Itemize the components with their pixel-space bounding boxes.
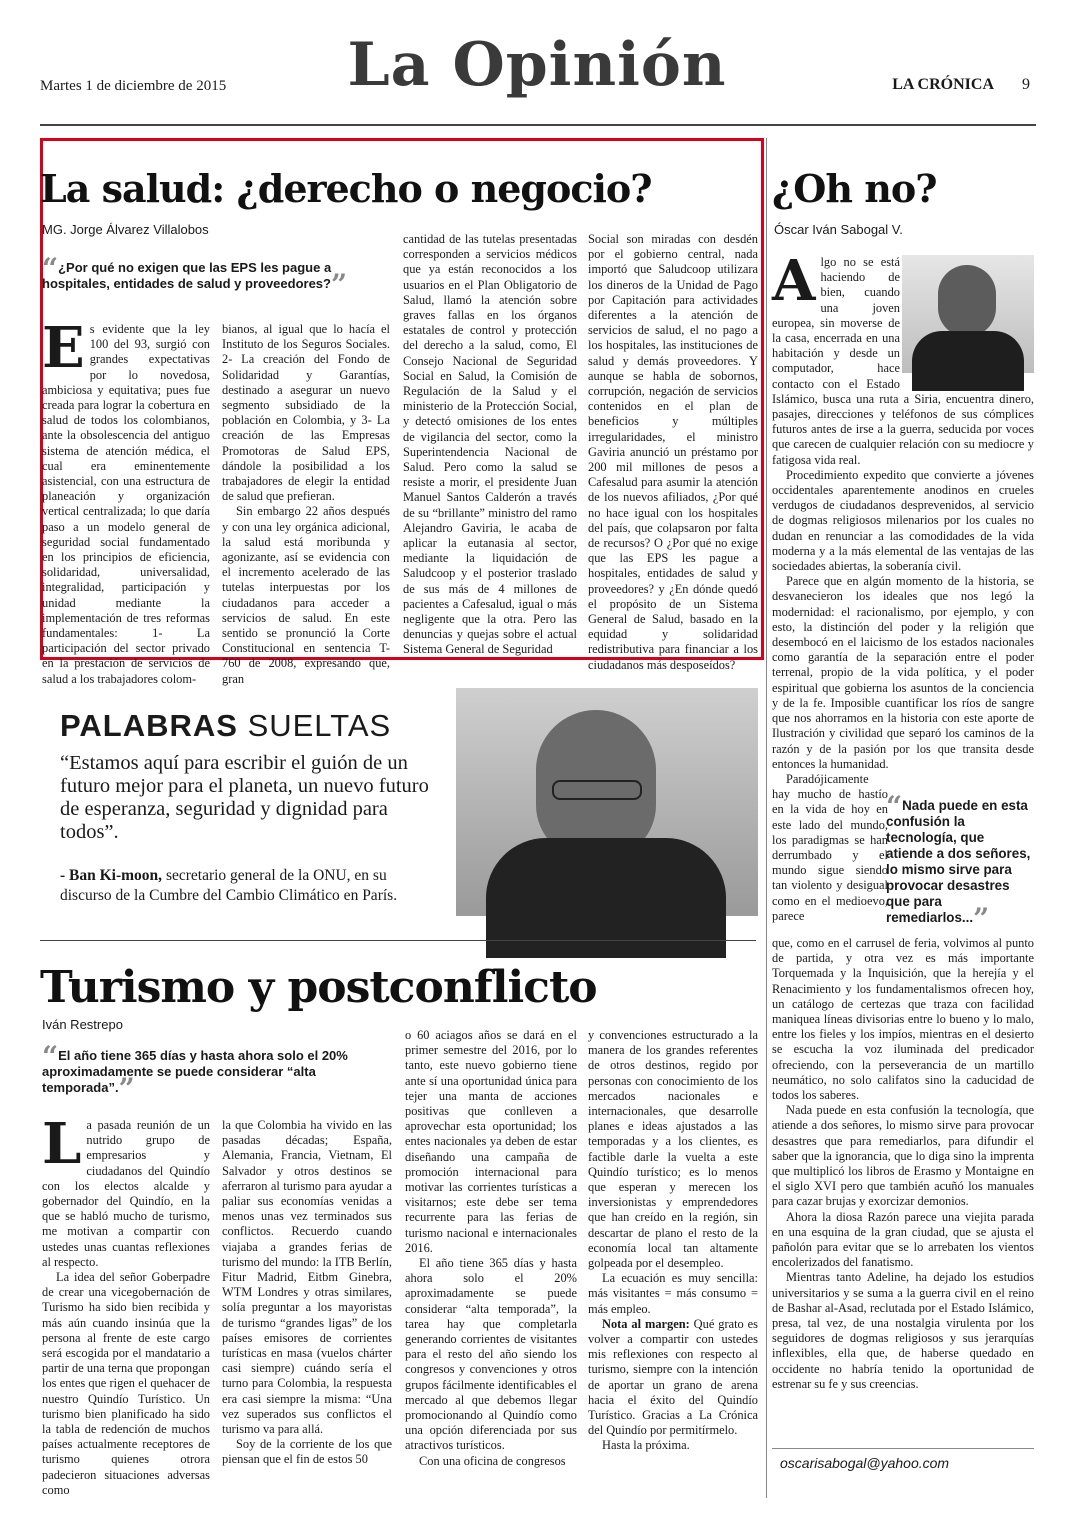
article2-column-4 <box>588 1028 758 1498</box>
masthead-section: LA CRÓNICA <box>892 76 994 93</box>
masthead-title: La Opinión <box>347 30 727 100</box>
article2-byline: Iván Restrepo <box>42 1017 123 1032</box>
sidebar-paragraph: Paradójicamente hay mucho de hastío en la vida de hoy en este lado del mundo, los paradigmas se han derrumbado y el mundo sigue siendo tan violento y desigual como en el medioevo, parece <box>772 771 888 923</box>
palabras-attribution-text: secretario general de la ONU, en su discurso de la Cumbre del Cambio Climático en París. <box>60 867 398 904</box>
sidebar-paragraph: Mientras tanto Adeline, ha dejado los estudios universitarios y se suma a la guerra civil en el reino de Bashar al-Asad, reclutada por el Estado Islámico, presa, tal vez, de una nostalgia virulenta por los seguidores de dogmas religiosos y sus jerarquías inflexibles, ella que, de haberse quedado en occidente no habría tenido la oportunidad de estrenar su fe y sus creencias. <box>772 1270 1034 1391</box>
sidebar-intro: lgo no se está haciendo de bien, cuando una joven europea, sin moverse de la casa, encerrada en una habitación y desde un computador, hace contacto con el Estado Islámico, busca una ruta a Siria, encuentra dinero, pasajes, direcciones y teléfonos de sus cómplices futuros antes de irse a la guerra, seducida por voces que carecen de cualquier relación con su mediocre y fatigosa vida real. <box>772 255 1034 467</box>
article2-col3-paragraph: El año tiene 365 días y hasta ahora solo el 20% aproximadamente se puede considerar “alta temporada”, la tarea hay que completarla generando corrientes de visitantes para el resto del año siendo los congresos y convenciones y otros grupos fácilmente identificables el mercado al que debemos llegar promocionando al Quindío como una opción diferenciada por sus atractivos turísticos. <box>405 1256 577 1453</box>
sidebar-headline: ¿Oh no? <box>772 166 937 211</box>
article1-pullquote <box>42 252 392 301</box>
article1-column-3 <box>403 232 577 656</box>
sidebar-pullquote <box>886 790 1032 935</box>
sidebar-byline: Óscar Iván Sabogal V. <box>774 222 903 237</box>
sidebar-paragraph: Parece que en algún momento de la historia, se desvanecieron los ideales que nos legó la modernidad: el racionalismo, por ejemplo, y con esto, la distinción del poder y la religión que desembocó en el laicismo de los estados nacionales como garantía de la separación entre el poder terrenal, propio de la vida política, y el poder espiritual que gobierna los asuntos de la conciencia y de la fe. Imposible cuantificar los ríos de sangre que nos ahorramos en la historia con este aporte de Ilustración y civilidad que separó los caminos de la razón y de la pasión por los que transita desde entonces la humanidad. <box>772 574 1034 771</box>
article1-pullquote-text: ¿Por qué no exigen que las EPS les pague a hospitales, entidades de salud y proveedores? <box>42 260 332 291</box>
article1-byline: MG. Jorge Álvarez Villalobos <box>42 222 209 237</box>
close-quote-icon: ” <box>118 1072 135 1105</box>
sidebar-dropcap-text: A <box>772 248 816 314</box>
close-quote-icon: ” <box>330 268 348 301</box>
article1-col1-text: s evidente que la ley 100 del 93, surgió con grandes expectativas por lo novedosa, ambiciosa y equitativa; pues fue creada para lograr la cobertura en salud de todos los colombianos, ante la obsolescencia del antiguo sistema de atención médica, el cual era eminentemente asistencial, con una estructura de planeación y organización vertical centralizada; lo que daría paso a un modelo general de seguridad social fundamentado en los principios de eficiencia, solidaridad, universalidad, integralidad, participación y unidad mediante la implementación de tres reformas fundamentales: 1- La participación del sector privado en la prestación de servicios de salud a los trabajadores colom- <box>42 322 210 686</box>
article2-col1-paragraph: La idea del señor Goberpadre de crear una vicegobernación de Turismo ha sido bien recibida y más aún cuando insinúa que la persona al frente de este cargo será escogida por el mandatario a partir de una terna que propongan los entes que rigen el quehacer de nuestro Quindío Turístico. Un turismo bien planificado ha sido la tabla de redención de muchos países actualmente receptores de turismo quienes otrora padecieron situaciones adversas como <box>42 1270 210 1497</box>
article1-col3-paragraph: cantidad de las tutelas presentadas corresponden a servicios médicos que ya están reconocidos a los usuarios en el Plan Obligatorio de Salud, llamó la atención sobre graves fallas en los órganos estatales de control y protección del derecho a la salud, como, El Consejo Nacional de Seguridad Social en Salud, la Comisión de Regulación de la Salud y el ministerio de la Protección Social, y detectó omisiones de los entes de vigilancia del sector, como la Superintendencia Nacional de Salud. Pero como la salud se resiste a morir, el presidente Juan Manuel Santos Calderón a través de su “brillante” ministro del ramo Alejandro Gaviria, le acaba de aplicar la eutanasia al sector, mediante la liquidación de Saludcoop y el posterior traslado de sus más de 4 millones de pacientes a Cafesalud, igual o más negligente que la otra. Pero las denuncias y quejas sobre el actual Sistema General de Seguridad <box>403 232 577 657</box>
palabras-title-bold: PALABRAS <box>60 708 238 743</box>
sidebar-paragraph: Ahora la diosa Razón parece una viejita parada en una esquina de la gran ciudad, que se ajusta el pañolón para evitar que se lo arrebaten los vientos encolerizados del fanatismo. <box>772 1209 1034 1270</box>
masthead-rule <box>40 124 1036 126</box>
article2-col4-paragraph <box>588 1317 758 1439</box>
article1-col4-paragraph: Social son miradas con desdén por el gobierno central, nada importó que Saludcoop utilizara los dineros de la Unidad de Pago por Capitación para actividades diferentes a la atención de servicios de salud, el no pago a los hospitales, las instituciones de salud y demás proveedores. Y aunque se habla de sobornos, corrupción, negación de servicios contenidos en el plan de beneficios y múltiples irregularidades, el ministro Gaviria anunció un préstamo por 200 mil millones de pesos a Cafesalud para asumir la atención de los nuevos afiliados, ¿Por qué no hace igual con los hospitales del país, que colapsaron por falta de recursos? O ¿Por qué no exige que las EPS les pague a hospitales, entidades de salud y proveedores? y ¿En dónde quedó el propósito de un Sistema General de Salud, basado en la equidad y solidaridad redistributiva para financiar a los ciudadanos más desposeídos? <box>588 232 758 672</box>
article1-column-4 <box>588 232 758 672</box>
sidebar-paragraph: Nada puede en esta confusión la tecnología, que atiende a dos señores, lo mismo sirve para provocar desastres que para remediarlos, para difundir el saber que la ignorancia, que lo diga sino la imprenta que multiplicó los libros de Erasmo y Montaigne en el siglo XVI pero que también acuñó los manuales para cazar brujas y exorcizar demonios. <box>772 1103 1034 1209</box>
palabras-title-light: SUELTAS <box>247 708 392 743</box>
ban-ki-moon-photo <box>456 688 758 916</box>
article2-col1-text: a pasada reunión de un nutrido grupo de empresarios y ciudadanos del Quindío con los electos alcalde y gobernador del Quindío, en la que se habló mucho de turismo, me motivan a compartir con ustedes unas cuantas reflexiones al respecto. <box>42 1118 210 1269</box>
article2-col4-paragraph: y convenciones estructurado a la manera de los grandes referentes de otros destinos, regido por personas con conocimiento de los mercados nacionales e internacionales, que desarrolle planes e ideas ajustados a las temporadas y a los clientes, es factible darle la vuelta a este Quindío turístico; es lo menos que esperan y merecen los inversionistas y emprendedores que han creído en la región, sin descartar de plano el resto de la economía local tan altamente golpeada por el desempleo. <box>588 1028 758 1271</box>
open-quote-icon: “ <box>886 790 903 823</box>
article2-column-1 <box>42 1111 210 1498</box>
article1-col2-paragraph: Sin embargo 22 años después y con una ley orgánica adicional, la salud está moribunda y agonizante, así se evidencia con el incremento acelerado de las tutelas interpuestas por los ciudadanos para acceder a servicios de salud. En este sentido se pronunció la Corte Constitucional en sentencia T-760 de 2008, expresando que, gran <box>222 504 390 686</box>
article1-headline: La salud: ¿derecho o negocio? <box>40 166 652 211</box>
masthead-date: Martes 1 de diciembre de 2015 <box>40 78 227 94</box>
palabras-quote: “Estamos aquí para escribir el guión de un futuro mejor para el planeta, un nuevo futuro de esperanza, seguridad y dignidad para todos”. <box>60 752 429 843</box>
page-number: 9 <box>1022 76 1030 93</box>
article2-headline: Turismo y postconflicto <box>40 962 597 1013</box>
open-quote-icon: “ <box>42 252 59 285</box>
nota-al-margen-text: Qué grato es volver a compartir con ustedes mis reflexiones con respecto al turismo, siempre con la intención de aportar un grano de arena hacia el éxito del Quindío Turístico. Gracias a La Crónica del Quindío por permitírmelo. <box>588 1316 759 1438</box>
article2-col3-paragraph: Con una oficina de congresos <box>419 1453 566 1468</box>
article1-dropcap: E <box>42 315 85 381</box>
article1-column-1 <box>42 315 210 686</box>
sidebar-pullquote-text: Nada puede en esta confusión la tecnología, que atiende a dos señores, lo mismo sirve para provocar desastres que para remediarlos... <box>886 798 1031 925</box>
article1-col2-paragraph: bianos, al igual que lo hacía el Instituto de los Seguros Sociales. 2- La creación del Fondo de Solidaridad y Garantías, destinado a asegurar un nuevo segmento subsidiado de la población en Colombia, y 3- La creación de las Empresas Promotoras de Salud EPS, dándole la posibilidad a los trabajadores de elegir la entidad de salud que prefieran. <box>222 322 390 504</box>
article2-col2-paragraph: la que Colombia ha vivido en las pasadas décadas; España, Alemania, Francia, Vietnam, El Salvador y otros destinos se aferraron al turismo para ayudar a paliar sus economías venidas a menos unas vez terminados sus conflictos. Recuerdo cuando viajaba a grandes ferias de turismo del mundo: la ITB Berlín, Fitur Madrid, Eitbm Ginebra, WTM Londres y otras similares, solía preguntar a los mayoristas de turismo “grandes ligas” de los países emisores de corrientes turísticas en masa (vuelos chárter casi siempre) cuándo sería el turno para Colombia, la respuesta era casi siempre la misma: “Una vez superados sus conflictos el turismo va para allá. <box>222 1118 392 1437</box>
article2-column-3 <box>405 1028 577 1498</box>
article2-col2-paragraph: Soy de la corriente de los que piensan que el fin de estos 50 <box>222 1437 392 1467</box>
article2-pullquote-text: El año tiene 365 días y hasta ahora solo el 20% aproximadamente se puede considerar “alta temporada”. <box>42 1048 348 1095</box>
section-divider <box>40 940 756 941</box>
nota-al-margen-label: Nota al margen: <box>602 1316 690 1331</box>
article2-col4-paragraph: La ecuación es muy sencilla: más visitantes = más consumo = más empleo. <box>588 1271 758 1316</box>
sidebar-paragraph: Procedimiento expedito que convierte a jóvenes occidentales aparentemente anodinos en crueles verdugos de ciudadanos desprevenidos, al servicio de dogmas religiosos milenarios por los cuales no dudan en renunciar a las comodidades de la vida moderna y a la más elemental de las ventajas de las sociedades abiertas, la soberanía civil. <box>772 467 1034 574</box>
author-email: oscarisabogal@yahoo.com <box>780 1455 950 1471</box>
palabras-attribution <box>60 866 440 906</box>
article1-column-2 <box>222 322 390 686</box>
sidebar-divider <box>766 138 767 1498</box>
open-quote-icon: “ <box>42 1040 59 1073</box>
article2-column-2 <box>222 1118 392 1498</box>
palabras-sueltas-title <box>60 708 391 744</box>
email-rule <box>772 1448 1034 1449</box>
close-quote-icon: ” <box>973 902 990 935</box>
article2-col3-paragraph: o 60 aciagos años se dará en el primer semestre del 2016, por lo tanto, este nuevo gobierno tiene ante sí una oportunidad única para tejer una manta de acciones positivas que conlleven a aprovechar esta oportunidad; los entes nacionales ya deben de estar diseñando una campaña de promoción internacional para motivar las corrientes turísticas a visitarnos; este debe ser tema recurrente para las ferias de turismo nacional e internacionales 2016. <box>405 1028 577 1255</box>
sidebar-column-lower <box>772 936 1034 1436</box>
article2-col4-paragraph: Hasta la próxima. <box>602 1438 690 1453</box>
article2-pullquote <box>42 1040 388 1105</box>
sidebar-paragraph: que, como en el carrusel de feria, volvimos al punto de partida, y otra vez es más importante Torquemada y la Inquisición, que la herejía y el Renacimiento y los fundamentalismos ofrecen hoy, un catálogo de certezas que traza con facilidad maniquea líneas divisorias entre lo bueno y lo malo, entre los fieles y los impíos, mientras en el desierto se escucha la voz iluminada del predicador ofreciendo, con la perseverancia de un martillo neumático, no solo califatos sino la caducidad de todos los saberes. <box>772 936 1034 1103</box>
article2-dropcap: L <box>42 1111 82 1177</box>
palabras-attribution-name: - Ban Ki-moon, <box>60 867 163 884</box>
